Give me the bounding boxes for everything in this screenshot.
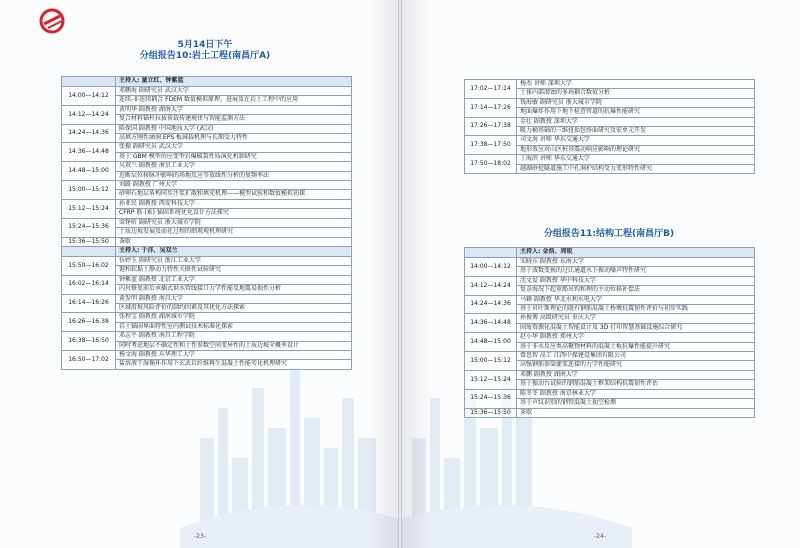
time-slot: 15:12—15:24 <box>62 199 116 218</box>
speaker-info: 黄发明 副教授 南昌大学 <box>116 294 352 303</box>
speaker-info: 金壮 副教授 深圳大学 <box>517 117 755 126</box>
speaker-info: 邓鹏海 副研究员 武汉大学 <box>116 87 352 96</box>
chair-names: 主持人: 童立红、钟紫蓝 <box>116 77 352 87</box>
table-row <box>465 370 755 379</box>
time-slot: 15:24—15:36 <box>465 389 517 408</box>
session-title: 分组报告10:岩土工程(南昌厅A) <box>139 51 271 61</box>
right-page <box>402 0 800 548</box>
talk-title: 近断层位移脉冲影响的场地反应等效线性分析的复频率法 <box>116 171 352 180</box>
chair-spacer <box>62 246 116 256</box>
conference-logo-icon <box>38 8 66 34</box>
talk-title: 高填方刚性涵洞 EPS 板减载机理与长期受力特性 <box>116 134 352 143</box>
speaker-info: 伍婷玉 副研究员 浙江工业大学 <box>116 256 352 265</box>
table-row <box>62 143 352 152</box>
table-row <box>465 80 755 89</box>
table-row <box>62 256 352 265</box>
speaker-info: 杨杰 讲师 深圳大学 <box>517 80 755 89</box>
talk-title: 基于贝叶斯理论的既有钢筋混凝土桥墩抗震韧性评价与初步实践 <box>517 305 755 314</box>
time-slot: 16:50—17:02 <box>62 350 116 369</box>
table-row <box>465 136 755 145</box>
speaker-info: 张程宝 副教授 湖南城市学院 <box>116 313 352 322</box>
time-slot: 15:12—15:24 <box>465 370 517 389</box>
table-row <box>465 314 755 323</box>
schedule-table-continued <box>464 79 755 174</box>
right-heading <box>464 229 754 240</box>
time-slot: 15:00—15:12 <box>465 352 517 371</box>
schedule-table <box>464 247 755 418</box>
time-slot: 15:36—15:50 <box>62 237 116 246</box>
time-slot: 14:00—14:12 <box>62 87 116 106</box>
talk-title: 同时考虑地层不确定性和土性参数空间变异性的土质边坡全概率设计 <box>116 341 352 350</box>
talk-title: 区域滑坡风险评价的制约因素及其优化方法探索 <box>116 303 352 312</box>
time-slot: 16:38—16:50 <box>62 332 116 351</box>
time-slot: 17:02—17:14 <box>465 80 517 99</box>
table-row <box>465 295 755 304</box>
speaker-info: 张振 副研究员 武汉大学 <box>116 143 352 152</box>
talk-title: 固废资源化混凝土智能设计及 3D 打印智慧基础设施综合研究 <box>517 323 755 332</box>
talk-title: 连续-非连续耦合 FDEM 数值模拟原理、进展及在岩土工程中的应用 <box>116 96 352 105</box>
table-row <box>465 117 755 126</box>
time-slot: 14:48—15:00 <box>465 333 517 352</box>
speaker-info: 司文海 讲师 华东交通大学 <box>517 136 755 145</box>
speaker-info: 陈冬冬 副教授 南京林业大学 <box>517 389 755 398</box>
table-row <box>465 258 755 267</box>
page-number: -23- <box>194 533 206 540</box>
speaker-info: 黄明华 副教授 湖南大学 <box>116 105 352 114</box>
session-title: 分组报告11:结构工程(南昌厅B) <box>543 229 675 239</box>
table-row <box>465 408 755 417</box>
talk-title: 砂卵石地层盾构同步注浆扩散和填充机理——模型试验和数值模拟初探 <box>116 190 352 199</box>
table-row <box>62 237 352 246</box>
page-number: -24- <box>594 533 606 540</box>
talk-title: 基于非水反应类高聚物材料的混凝土板抗爆性能提升研究 <box>517 342 755 351</box>
speaker-info: 丁海滨 讲师 华东交通大学 <box>517 155 755 164</box>
table-row <box>465 333 755 342</box>
session-date: 5月14日下午 <box>177 40 233 50</box>
talk-title: 基于 GBM 模型的应变型岩爆破裂性质演化机制研究 <box>116 152 352 161</box>
talk-title: 高强钢筋套筒灌浆连接的力学性能研究 <box>517 361 755 370</box>
speaker-info: 茶歇 <box>116 237 352 246</box>
chair-spacer <box>62 77 116 87</box>
time-slot: 17:50—18:02 <box>465 155 517 174</box>
speaker-info: 马颖 副教授 华北水利水电大学 <box>517 295 755 304</box>
time-slot: 14:24—14:36 <box>62 124 116 143</box>
table-row <box>62 199 352 208</box>
speaker-info: 梁铮昕 副研究员 浙大城市学院 <box>116 218 352 227</box>
table-row <box>62 332 352 341</box>
table-row <box>465 389 755 398</box>
table-row <box>62 124 352 133</box>
speaker-info: 刘路 副教授 广州大学 <box>116 181 352 190</box>
table-row <box>62 162 352 171</box>
time-slot: 16:02—16:14 <box>62 275 116 294</box>
talk-title: 基于振动台试验的钢筋混凝土框架结构抗震韧性评估 <box>517 380 755 389</box>
table-row <box>62 294 352 303</box>
table-row <box>465 276 755 285</box>
speaker-info: 茶歇 <box>517 408 755 417</box>
time-slot: 15:24—15:36 <box>62 218 116 237</box>
left-heading <box>60 40 350 62</box>
talk-title: 内衬修复前后承插式供水管线接口力学性能及地震易损性分析 <box>116 285 352 294</box>
time-slot: 15:00—15:12 <box>62 181 116 200</box>
speaker-info: 钟紫蓝 副教授 北京工业大学 <box>116 275 352 284</box>
table-row <box>465 352 755 361</box>
table-row <box>62 181 352 190</box>
talk-title: 越湖砂挖隧道施工中孔洞护结构受力变形特性研究 <box>517 164 755 173</box>
table-row <box>62 105 352 114</box>
table-row <box>62 350 352 359</box>
speaker-info: 钱海敏 副研究员 浙大城市学院 <box>517 98 755 107</box>
chair-spacer <box>465 248 517 258</box>
speaker-info: 陈保国 副教授 中国地质大学 (武汉) <box>116 124 352 133</box>
table-row <box>465 155 755 164</box>
table-row <box>465 98 755 107</box>
time-slot: 14:12—14:24 <box>465 276 517 295</box>
time-slot: 17:38—17:50 <box>465 136 517 155</box>
table-row <box>62 87 352 96</box>
time-slot: 15:50—16:02 <box>62 256 116 275</box>
talk-title: 复杂海况下起重船吊钩和理的主动位移补偿法 <box>517 286 755 295</box>
talk-title: 复合材料锚杆拉拔荷载传递规律与智能监测方法 <box>116 115 352 124</box>
chair-row <box>465 248 755 258</box>
talk-title: 饱和软黏土静动力特性关联性试验研究 <box>116 266 352 275</box>
speaker-info: 曾思智 高工 江西中煤建设集团有限公司 <box>517 352 755 361</box>
time-slot: 16:14—16:26 <box>62 294 116 313</box>
talk-title: 土体内部潜蚀的多场耦合数值分析 <box>517 89 755 98</box>
talk-title: CFRP 筋 (索) 锚固系统优化设计方法探究 <box>116 209 352 218</box>
time-slot: 17:26—17:38 <box>465 117 517 136</box>
talk-title: 地形效应对山区桩基震动响应影响的理论研究 <box>517 145 755 154</box>
chair-row <box>62 246 352 256</box>
time-slot: 17:14—17:26 <box>465 98 517 117</box>
speaker-info: 吴双兰 副教授 南京工业大学 <box>116 162 352 171</box>
talk-title: 盐溶液干湿循环作用下玄武岩纤维再生混凝土性能劣化机理研究 <box>116 360 352 369</box>
schedule-table <box>61 76 352 370</box>
time-slot: 16:26—16:38 <box>62 313 116 332</box>
time-slot: 14:00—14:12 <box>465 258 517 277</box>
chair-names: 主持人: 于洋、吴双兰 <box>116 246 352 256</box>
time-slot: 15:36—15:50 <box>465 408 517 417</box>
talk-title: 地面爆炸作用下地下检查管道的抗爆性能研究 <box>517 108 755 117</box>
time-slot: 14:24—14:36 <box>465 295 517 314</box>
talk-title: 基于声纹识别的钢管混凝土损空检测 <box>517 399 755 408</box>
table-row <box>62 218 352 227</box>
speaker-info: 杨文海 副教授 东华理工大学 <box>116 350 352 359</box>
speaker-info: 沈文爱 副教授 华中科技大学 <box>517 276 755 285</box>
speaker-info: 孙俊博 高级研究员 重庆大学 <box>517 314 755 323</box>
table-row <box>62 313 352 322</box>
talk-title: 吸力桶基础的三维扭损包络面研究及宏单元开发 <box>517 127 755 136</box>
time-slot: 14:12—14:24 <box>62 105 116 124</box>
time-slot: 14:36—14:48 <box>465 314 517 333</box>
speaker-info: 邓志平 副教授 南昌工程学院 <box>116 332 352 341</box>
speaker-info: 孙亚民 副教授 西安科技大学 <box>116 199 352 208</box>
talk-title: 岩土锚固界面特性室内测试技术标准化探索 <box>116 322 352 331</box>
time-slot: 14:48—15:00 <box>62 162 116 181</box>
time-slot: 14:36—14:48 <box>62 143 116 162</box>
table-row <box>62 275 352 284</box>
talk-title: 基于波数变换的过江通道水下振动噪声特性研究 <box>517 267 755 276</box>
speaker-info: 赵小华 副教授 郑州大学 <box>517 333 755 342</box>
chair-names: 主持人: 金浩、周锐 <box>517 248 755 258</box>
chair-row <box>62 77 352 87</box>
left-page <box>0 0 398 548</box>
speaker-info: 宋晓东 副教授 东南大学 <box>517 258 755 267</box>
speaker-info: 邓鹏 副教授 湖南大学 <box>517 370 755 379</box>
talk-title: 土质边坡发展及弱化过程的细观观机理研究 <box>116 228 352 237</box>
